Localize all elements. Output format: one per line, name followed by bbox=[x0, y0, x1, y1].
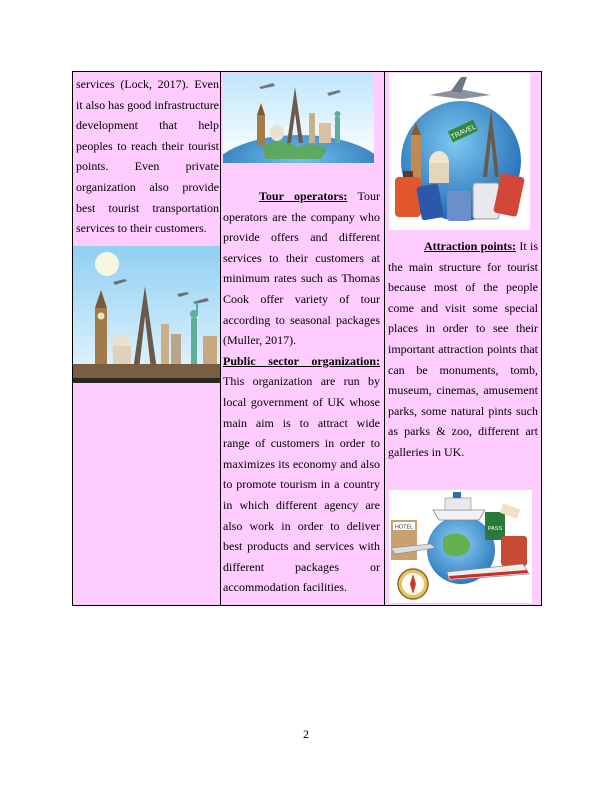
globe-landmarks-image bbox=[223, 73, 374, 163]
world-landmarks-image bbox=[73, 246, 221, 383]
transport-paragraph: services (Lock, 2017). Even it also has good infrastructure development that help peoples to reach their tourist points. Even private organization also provide best tourist transportation services to their customers. bbox=[76, 77, 219, 236]
operators-text-block bbox=[223, 186, 380, 598]
attraction-points-text: It is the main structure for tourist because most of the people come and visit some special places in order to see their important attraction points that can be monuments, tomb, museum, cinemas, amusement parks, some natural pints such as parks & zoo, different art galleries in UK. bbox=[388, 239, 538, 459]
page-number: 2 bbox=[303, 727, 309, 741]
pass-label: PASS bbox=[487, 526, 503, 532]
travel-collage-image bbox=[389, 490, 532, 603]
content-table bbox=[72, 71, 542, 606]
travel-globe-luggage-image bbox=[389, 73, 530, 230]
public-sector-heading: Public sector organization: bbox=[223, 353, 380, 368]
public-sector-text: This organization are run by local government of UK whose main aim is to attract wide range of customers in order to maximizes its economy and also to promote tourism in a country in which different agency are also work in order to deliver best products and services with different packages or accommodation facilities. bbox=[223, 374, 380, 595]
attractions-text-block bbox=[388, 236, 538, 463]
tour-operators-heading: Tour operators: bbox=[259, 189, 348, 203]
travel-sign-label: TRAVEL bbox=[450, 123, 478, 142]
table-cell-operators bbox=[221, 72, 385, 605]
table-cell-transport bbox=[73, 72, 221, 605]
hotel-sign-label: HOTEL bbox=[394, 524, 414, 531]
tour-operators-text: Tour operators are the company who provide offers and different services to their customers at minimum rates such as Thomas Cook offer variety of tour according to seasonal packages (Muller, 2017). bbox=[223, 189, 380, 348]
table-cell-attractions bbox=[385, 72, 541, 605]
attraction-points-heading: Attraction points: bbox=[424, 239, 516, 253]
